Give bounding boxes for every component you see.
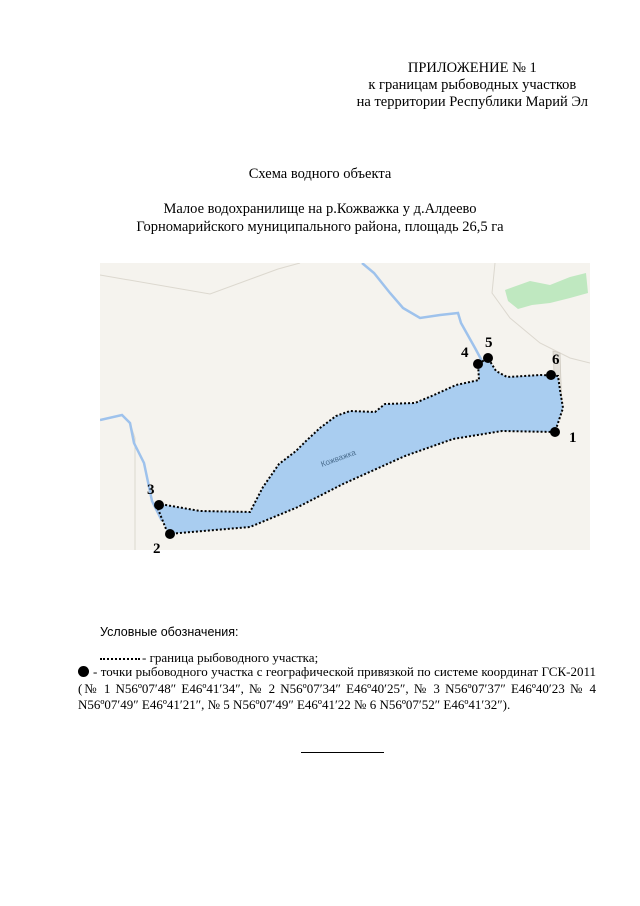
map-canvas [100,263,590,550]
annex-territory: на территории Республики Марий Эл [356,94,588,110]
point-label-3: 3 [147,482,155,498]
boundary-point-1 [550,427,560,437]
annex-subtitle: к границам рыбоводных участков [368,77,577,93]
legend-boundary-text: - граница рыбоводного участка; [142,650,319,665]
legend-points-item [78,664,596,714]
scheme-title: Схема водного объекта [248,166,392,182]
boundary-point-6 [546,370,556,380]
legend-heading: Условные обозначения: [100,625,239,639]
boundary-point-5 [483,353,493,363]
dotted-line-symbol [100,658,140,660]
annex-number: ПРИЛОЖЕНИЕ № 1 [407,60,537,76]
point-label-2: 2 [153,541,161,557]
point-label-6: 6 [552,352,560,368]
object-district-area: Горномарийского муниципального района, площадь 26,5 га [136,219,504,235]
point-label-4: 4 [461,345,469,361]
boundary-point-4 [473,359,483,369]
separator-line [301,752,384,753]
point-label-5: 5 [485,335,493,351]
point-symbol-icon [78,666,89,677]
water-body-map [100,263,590,557]
legend-points-text: - точки рыбоводного участка с географической привязкой по системе координат ГСК-2011 (№ 1 N56º07′48″ E46º41′34″, № 2 N56º07′34″ E46º40′25″, № 3 N56º07′37″ E46º40′23 № 4 N56º07′49″ E46º41′21″, № 5 N56º07′49″ E46º41′22 № 6 N56º07′52″ E46º41′32″). [78,664,596,712]
object-title [0,200,640,236]
boundary-point-2 [165,529,175,539]
boundary-point-3 [154,500,164,510]
point-label-1: 1 [569,430,577,446]
river-label: Кожважка [319,447,357,469]
annex-header [357,60,588,111]
object-name: Малое водохранилище на р.Кожважка у д.Алдеево [163,201,477,217]
